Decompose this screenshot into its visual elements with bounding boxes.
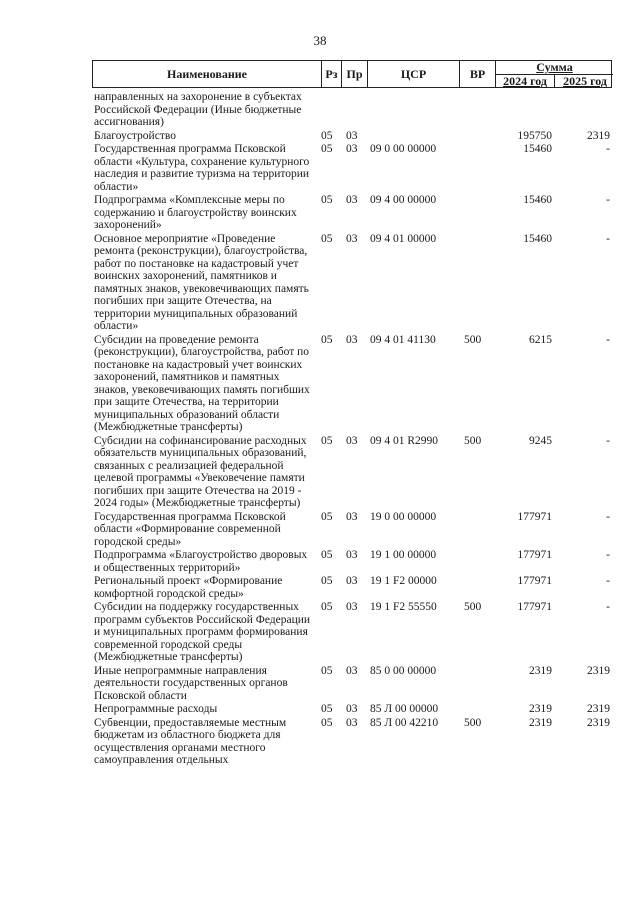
row-rz: 05 [321, 575, 333, 587]
row-csr: 19 1 F2 55550 [370, 601, 437, 613]
row-pr: 03 [346, 575, 358, 587]
row-sum-2025: - [606, 143, 610, 155]
row-pr: 03 [346, 664, 358, 677]
row-name: направленных на захоронение в субъектах Российской Федерации (Иные бюджетные ассигнования) [94, 91, 302, 128]
row-csr: 09 0 00 00000 [370, 143, 437, 155]
table-body [94, 91, 614, 768]
row-pr: 03 [346, 434, 358, 447]
row-rz: 05 [321, 716, 333, 729]
row-vr: 500 [464, 333, 482, 346]
row-name: Региональный проект «Формирование комфортной городской среды» [94, 575, 283, 600]
table-row [94, 130, 614, 143]
row-rz: 05 [321, 194, 333, 206]
header-vr: ВР [459, 61, 495, 87]
row-rz: 05 [321, 333, 333, 346]
row-pr: 03 [346, 333, 358, 346]
row-sum-2025: 2319 [587, 664, 610, 677]
page-number: 38 [313, 33, 327, 48]
row-sum-2025: 2319 [587, 716, 610, 729]
row-csr: 09 4 01 R2990 [370, 434, 439, 447]
row-csr: 85 0 00 00000 [370, 664, 437, 677]
row-sum-2024: 6215 [529, 333, 552, 346]
table-row [94, 703, 614, 716]
row-rz: 05 [321, 601, 333, 613]
row-name: Подпрограмма «Благоустройство дворовых и общественных территорий» [94, 549, 308, 574]
table-row [94, 601, 614, 664]
row-sum-2025: - [606, 549, 610, 561]
row-csr: 19 0 00 00000 [370, 510, 437, 523]
row-csr: 09 4 00 00000 [370, 194, 437, 206]
row-rz: 05 [321, 664, 333, 677]
row-name: Основное мероприятие «Проведение ремонта (реконструкции), благоустройства, работ по постановке на кадастровый учет воинских захоронений, памятников и памятных знаков, увековечивающих память погибших при защите Отечества, на территории муниципальных образований области» [94, 232, 309, 332]
table-row [94, 91, 614, 129]
row-rz: 05 [321, 703, 333, 715]
row-csr: 19 1 F2 00000 [370, 575, 437, 587]
table-row [94, 233, 614, 333]
row-name: Государственная программа Псковской области «Формирование современной городской среды» [94, 510, 286, 548]
row-sum-2024: 177971 [517, 575, 552, 587]
row-sum-2024: 15460 [523, 232, 552, 245]
row-sum-2025: - [606, 510, 610, 523]
row-csr: 85 Л 00 00000 [370, 703, 439, 715]
table-row [94, 143, 614, 193]
row-sum-2024: 15460 [523, 143, 552, 155]
row-name: Субвенции, предоставляемые местным бюджетам из областного бюджета для осуществления органами местного самоуправления отдельных [94, 716, 287, 766]
header-year-2025: 2025 год [554, 74, 615, 87]
row-sum-2025: - [606, 194, 610, 206]
row-name: Подпрограмма «Комплексные меры по содержанию и благоустройству воинских захоронений» [94, 194, 297, 231]
row-pr: 03 [346, 194, 358, 206]
table-row [94, 665, 614, 703]
row-csr: 09 4 01 41130 [370, 333, 436, 346]
row-pr: 03 [346, 232, 358, 245]
row-pr: 03 [346, 703, 358, 715]
header-sum-label: Сумма [496, 61, 613, 75]
row-pr: 03 [346, 510, 358, 523]
table-row [94, 549, 614, 574]
table-row [94, 511, 614, 549]
row-name: Непрограммные расходы [94, 703, 218, 715]
row-sum-2024: 177971 [517, 549, 552, 561]
row-vr: 500 [464, 716, 482, 729]
table-row [94, 575, 614, 600]
row-pr: 03 [346, 601, 358, 613]
table-header [92, 60, 612, 88]
row-pr: 03 [346, 143, 358, 155]
row-rz: 05 [321, 143, 333, 155]
row-name: Государственная программа Псковской области «Культура, сохранение культурного наследия и развитие туризма на территории области» [94, 143, 310, 193]
header-sum [495, 61, 613, 87]
row-sum-2025: 2319 [587, 129, 610, 142]
row-sum-2025: - [606, 333, 610, 346]
row-csr: 09 4 01 00000 [370, 232, 437, 245]
row-sum-2024: 177971 [517, 510, 552, 523]
row-rz: 05 [321, 434, 333, 447]
row-sum-2024: 2319 [529, 664, 552, 677]
table-row [94, 334, 614, 434]
row-vr: 500 [464, 601, 482, 613]
row-sum-2025: - [606, 575, 610, 587]
header-name: Наименование [167, 66, 247, 81]
row-pr: 03 [346, 716, 358, 729]
table-row [94, 194, 614, 232]
row-name: Благоустройство [94, 129, 176, 142]
row-sum-2024: 195750 [517, 129, 552, 142]
row-rz: 05 [321, 549, 333, 561]
row-pr: 03 [346, 549, 358, 561]
row-name: Иные непрограммные направления деятельности государственных органов Псковской области [94, 664, 288, 702]
row-sum-2024: 15460 [523, 194, 552, 206]
row-sum-2025: - [606, 434, 610, 447]
table-row [94, 717, 614, 767]
row-pr: 03 [346, 129, 358, 142]
row-csr: 85 Л 00 42210 [370, 716, 439, 729]
row-name: Субсидии на поддержку государственных программ субъектов Российской Федерации и муниципальных программ формирования современной городской среды (Межбюджетные трансферты) [94, 601, 311, 663]
row-sum-2024: 9245 [529, 434, 552, 447]
header-csr: ЦСР [367, 61, 459, 87]
row-rz: 05 [321, 510, 333, 523]
row-sum-2024: 177971 [517, 601, 552, 613]
header-rz: Рз [321, 61, 341, 87]
row-name: Субсидии на проведение ремонта (реконструкции), благоустройства, работ по постановке на кадастровый учет воинских захоронений, памятников и памятных знаков, увековечивающих память погибших при защите Отечества, на территории муниципальных образований области (Межбюджетные трансферты) [94, 333, 310, 433]
row-sum-2025: - [606, 232, 610, 245]
row-rz: 05 [321, 129, 333, 142]
row-sum-2025: 2319 [587, 703, 610, 715]
row-rz: 05 [321, 232, 333, 245]
table-row [94, 435, 614, 510]
row-name: Субсидии на софинансирование расходных обязательств муниципальных образований, связанных с реализацией федеральной целевой программы «Увековечение памяти погибших при защите Отечества на 2019 - 2024 годы» (Межбюджетные трансферты) [94, 434, 307, 509]
header-pr: Пр [341, 61, 367, 87]
header-year-2024: 2024 год [503, 74, 547, 88]
row-sum-2024: 2319 [529, 716, 552, 729]
row-vr: 500 [464, 434, 482, 447]
row-sum-2024: 2319 [529, 703, 552, 715]
row-sum-2025: - [606, 601, 610, 613]
row-csr: 19 1 00 00000 [370, 549, 437, 561]
